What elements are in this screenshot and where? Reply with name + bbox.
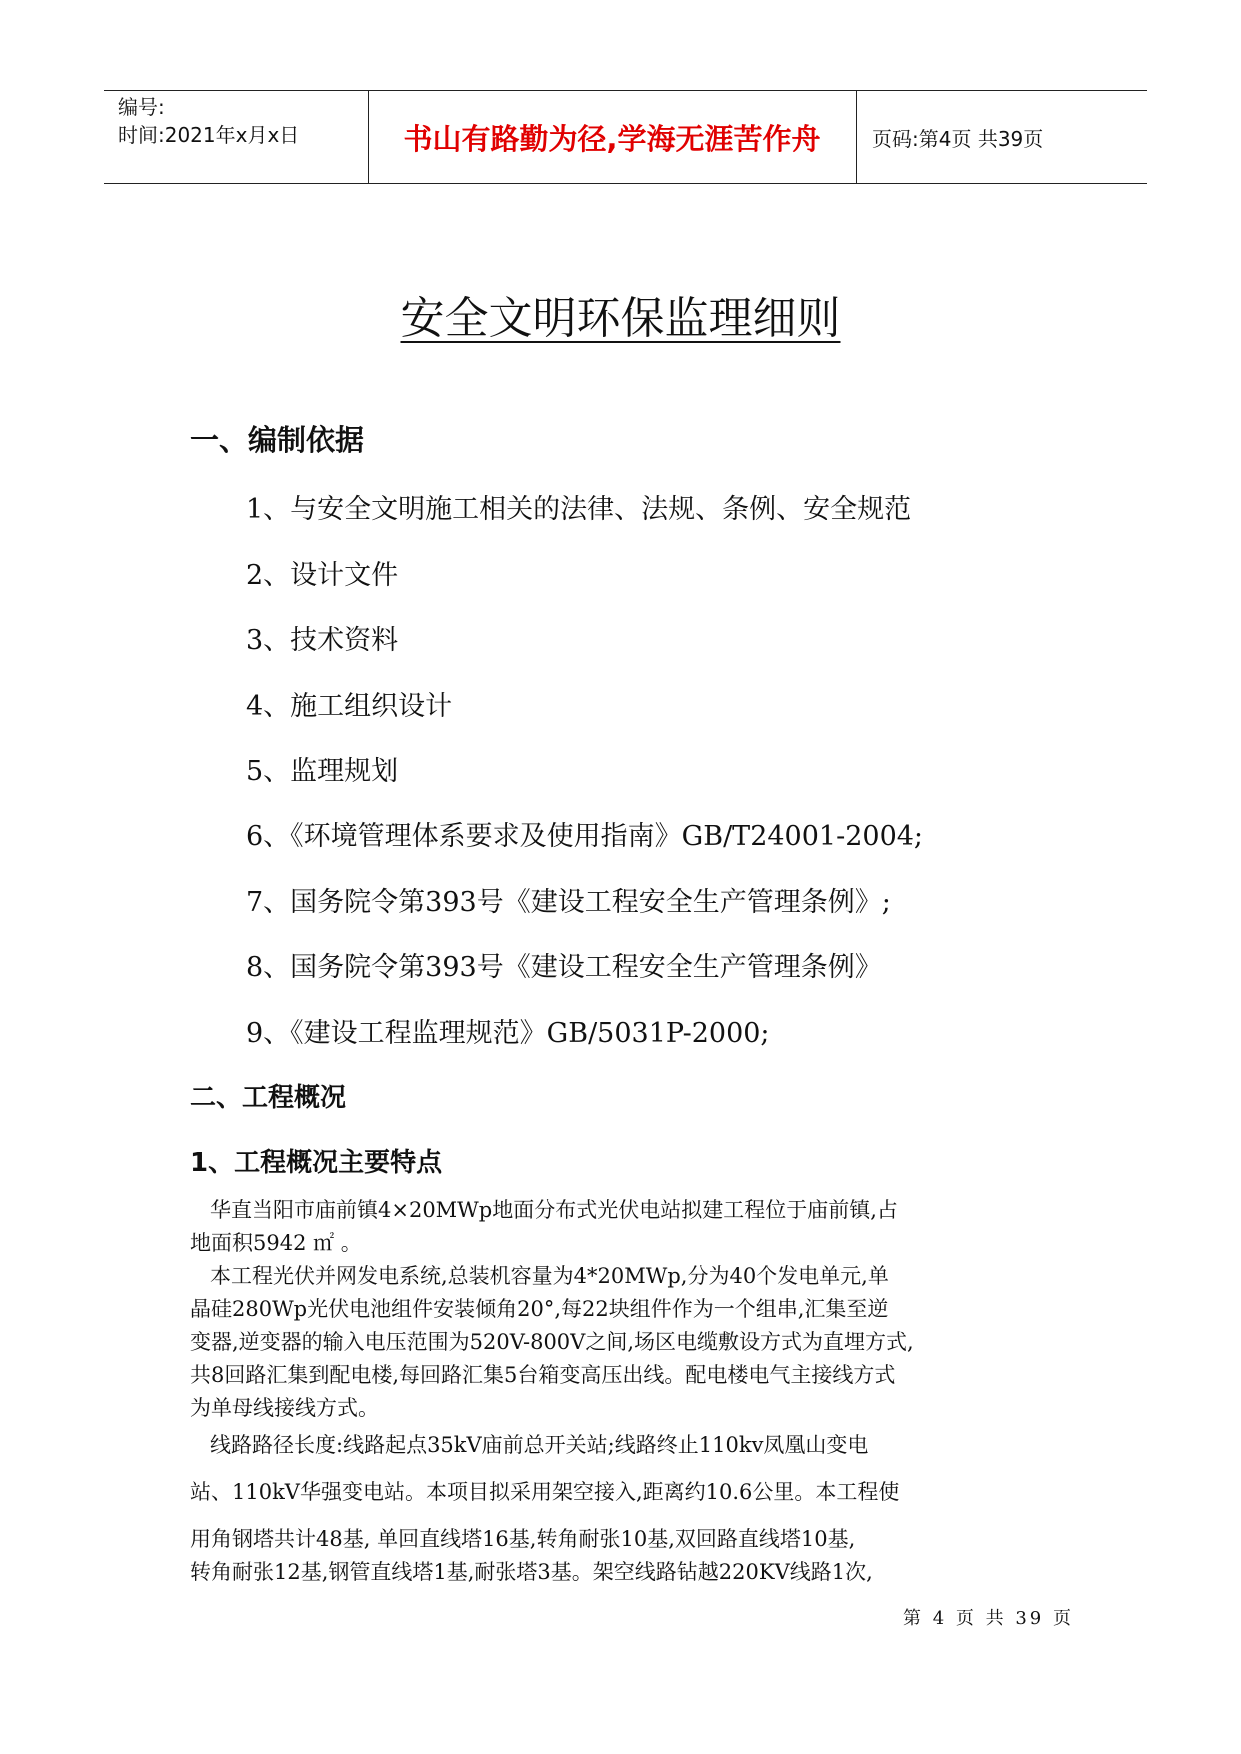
header-motto: 书山有路勤为径,学海无涯苦作舟 — [403, 121, 821, 156]
section-heading-overview: 二、工程概况 — [190, 1083, 347, 1113]
paragraph-line: 变器,逆变器的输入电压范围为520V-800V之间,场区电缆敷设方式为直埋方式, — [190, 1330, 914, 1354]
paragraph-line: 转角耐张12基,钢管直线塔1基,耐张塔3基。架空线路钻越220KV线路1次, — [190, 1560, 873, 1584]
number-label: 编号: — [118, 95, 165, 119]
paragraph-line: 共8回路汇集到配电楼,每回路汇集5台箱变高压出线。配电楼电气主接线方式 — [190, 1363, 896, 1387]
paragraph-line: 地面积5942 ㎡ 。 — [190, 1231, 362, 1255]
basis-item: 2、设计文件 — [246, 560, 399, 591]
time-label: 时间:2021年x月x日 — [118, 123, 300, 147]
overview-paragraphs — [190, 1194, 1060, 1589]
document-title-text: 安全文明环保监理细则 — [400, 293, 841, 344]
paragraph-line: 晶硅280Wp光伏电池组件安装倾角20°,每22块组件作为一个组串,汇集至逆 — [190, 1297, 889, 1321]
basis-item: 5、监理规划 — [246, 756, 399, 787]
paragraph-line: 本工程光伏并网发电系统,总装机容量为4*20MWp,分为40个发电单元,单 — [210, 1264, 889, 1288]
paragraph-line: 站、110kV华强变电站。本项目拟采用架空接入,距离约10.6公里。本工程使 — [190, 1480, 900, 1504]
section-heading-basis: 一、编制依据 — [190, 423, 365, 457]
header-left-cell — [118, 93, 299, 149]
paragraph-line: 为单母线接线方式。 — [190, 1396, 379, 1420]
paragraph-line: 线路路径长度:线路起点35kV庙前总开关站;线路终止110kv凤凰山变电 — [210, 1433, 869, 1457]
basis-item: 1、与安全文明施工相关的法律、法规、条例、安全规范 — [246, 494, 912, 525]
basis-item: 9、《建设工程监理规范》GB/5031P-2000; — [246, 1018, 770, 1049]
basis-item: 3、技术资料 — [246, 625, 399, 656]
paragraph-line: 用角钢塔共计48基, 单回直线塔16基,转角耐张10基,双回路直线塔10基, — [190, 1527, 856, 1551]
basis-item: 8、国务院令第393号《建设工程安全生产管理条例》 — [246, 952, 882, 983]
header-table — [104, 90, 1147, 184]
paragraph-line: 华直当阳市庙前镇4×20MWp地面分布式光伏电站拟建工程位于庙前镇,占 — [210, 1198, 898, 1222]
document-title — [0, 282, 1241, 346]
page-footer: 第 4 页 共 39 页 — [903, 1608, 1074, 1629]
basis-item: 7、国务院令第393号《建设工程安全生产管理条例》; — [246, 887, 891, 918]
basis-item: 4、施工组织设计 — [246, 691, 453, 722]
basis-item: 6、《环境管理体系要求及使用指南》GB/T24001-2004; — [246, 821, 924, 852]
header-page-label: 页码:第4页 共39页 — [872, 126, 1044, 151]
header-divider — [856, 91, 857, 183]
subsection-heading-features: 1、工程概况主要特点 — [190, 1148, 443, 1178]
